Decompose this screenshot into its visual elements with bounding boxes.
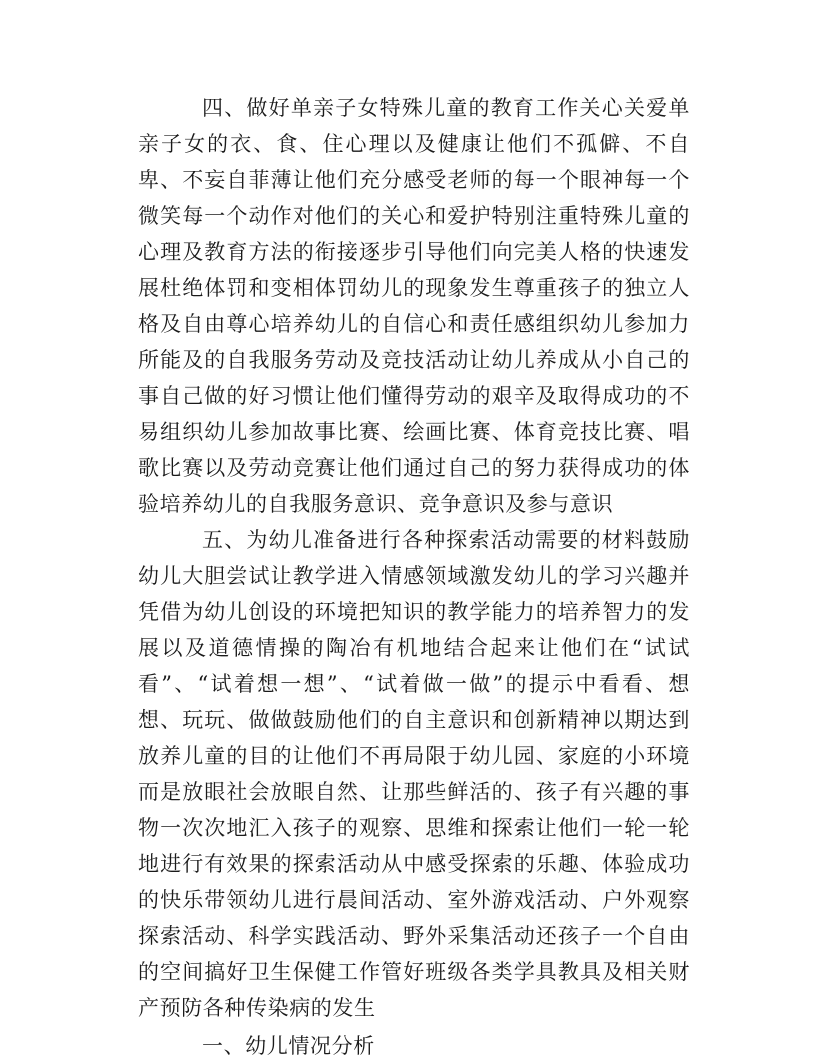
document-body: [138, 90, 690, 1064]
paragraph-section-4: 四、做好单亲子女特殊儿童的教育工作关心关爱单亲子女的衣、食、住心理以及健康让他们不孤僻、不自卑、不妄自菲薄让他们充分感受老师的每一个眼神每一个微笑每一个动作对他们的关心和爱护特别注重特殊儿童的心理及教育方法的衔接逐步引导他们向完美人格的快速发展杜绝体罚和变相体罚幼儿的现象发生尊重孩子的独立人格及自由尊心培养幼儿的自信心和责任感组织幼儿参加力所能及的自我服务劳动及竞技活动让幼儿养成从小自己的事自己做的好习惯让他们懂得劳动的艰辛及取得成功的不易组织幼儿参加故事比赛、绘画比赛、体育竞技比赛、唱歌比赛以及劳动竞赛让他们通过自己的努力获得成功的体验培养幼儿的自我服务意识、竞争意识及参与意识: [138, 96, 690, 516]
heading-section-1: 一、幼儿情况分析: [202, 1034, 375, 1058]
paragraph-section-5: 五、为幼儿准备进行各种探索活动需要的材料鼓励幼儿大胆尝试让教学进入情感领域激发幼儿的学习兴趣并凭借为幼儿创设的环境把知识的教学能力的培养智力的发展以及道德情操的陶冶有机地结合起来让他们在“试试看”、“试着想一想”、“试着做一做”的提示中看看、想想、玩玩、做做鼓励他们的自主意识和创新精神以期达到放养儿童的目的让他们不再局限于幼儿园、家庭的小环境而是放眼社会放眼自然、让那些鲜活的、孩子有兴趣的事物一次次地汇入孩子的观察、思维和探索让他们一轮一轮地进行有效果的探索活动从中感受探索的乐趣、体验成功的快乐带领幼儿进行晨间活动、室外游戏活动、户外观察探索活动、科学实践活动、野外采集活动还孩子一个自由的空间搞好卫生保健工作管好班级各类学具教具及相关财产预防各种传染病的发生: [138, 528, 690, 1020]
